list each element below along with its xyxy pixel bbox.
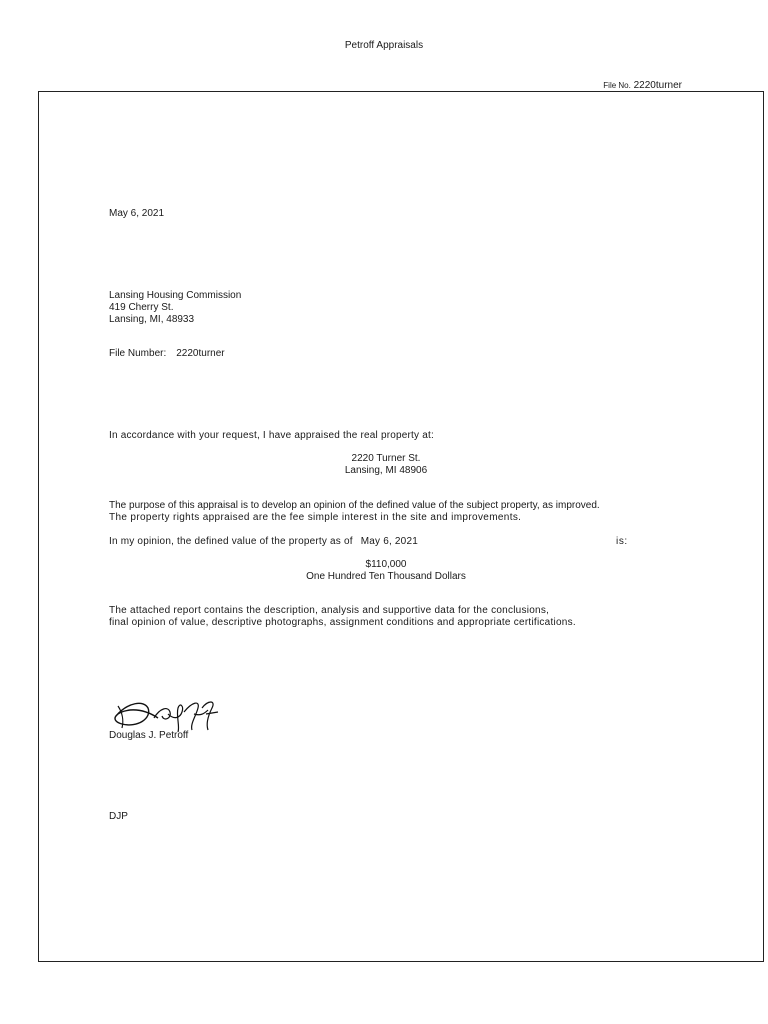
attached-line-1: The attached report contains the description, analysis and supportive data for the conclusions, — [109, 605, 550, 616]
intro-text: In accordance with your request, I have appraised the real property at: — [109, 430, 434, 441]
letter-frame — [38, 91, 764, 962]
property-city: Lansing, MI 48906 — [344, 465, 428, 476]
file-number-header — [603, 80, 682, 91]
property-address — [0, 453, 768, 477]
opinion-line — [109, 536, 418, 548]
purpose-line-1: The purpose of this appraisal is to develop an opinion of the defined value of the subject property, as improved. — [109, 500, 600, 511]
signer-initials: DJP — [109, 811, 128, 822]
company-header: Petroff Appraisals — [344, 40, 424, 51]
recipient-street: 419 Cherry St. — [109, 302, 174, 313]
file-number-label: File Number: — [109, 348, 167, 359]
property-street: 2220 Turner St. — [351, 453, 421, 464]
file-no-label: File No. — [603, 81, 631, 90]
opinion-date: May 6, 2021 — [360, 536, 418, 547]
letter-date: May 6, 2021 — [109, 208, 165, 219]
attached-paragraph — [109, 605, 576, 629]
signer-name: Douglas J. Petroff — [109, 730, 189, 741]
recipient-name: Lansing Housing Commission — [109, 290, 242, 301]
file-number-value: 2220turner — [176, 348, 225, 359]
opinion-suffix: is: — [616, 536, 628, 547]
appraised-value — [0, 559, 768, 583]
signature-image — [108, 694, 228, 734]
value-words: One Hundred Ten Thousand Dollars — [306, 571, 466, 582]
value-amount: $110,000 — [365, 559, 407, 570]
file-no-value: 2220turner — [633, 80, 682, 91]
opinion-prefix: In my opinion, the defined value of the property as of — [109, 536, 353, 547]
purpose-paragraph — [109, 500, 600, 524]
file-number-line — [109, 348, 225, 360]
recipient-address — [109, 290, 241, 326]
attached-line-2: final opinion of value, descriptive photographs, assignment conditions and appropriate certifications. — [109, 617, 576, 628]
purpose-line-2: The property rights appraised are the fee simple interest in the site and improvements. — [109, 512, 522, 523]
recipient-city: Lansing, MI, 48933 — [109, 314, 195, 325]
